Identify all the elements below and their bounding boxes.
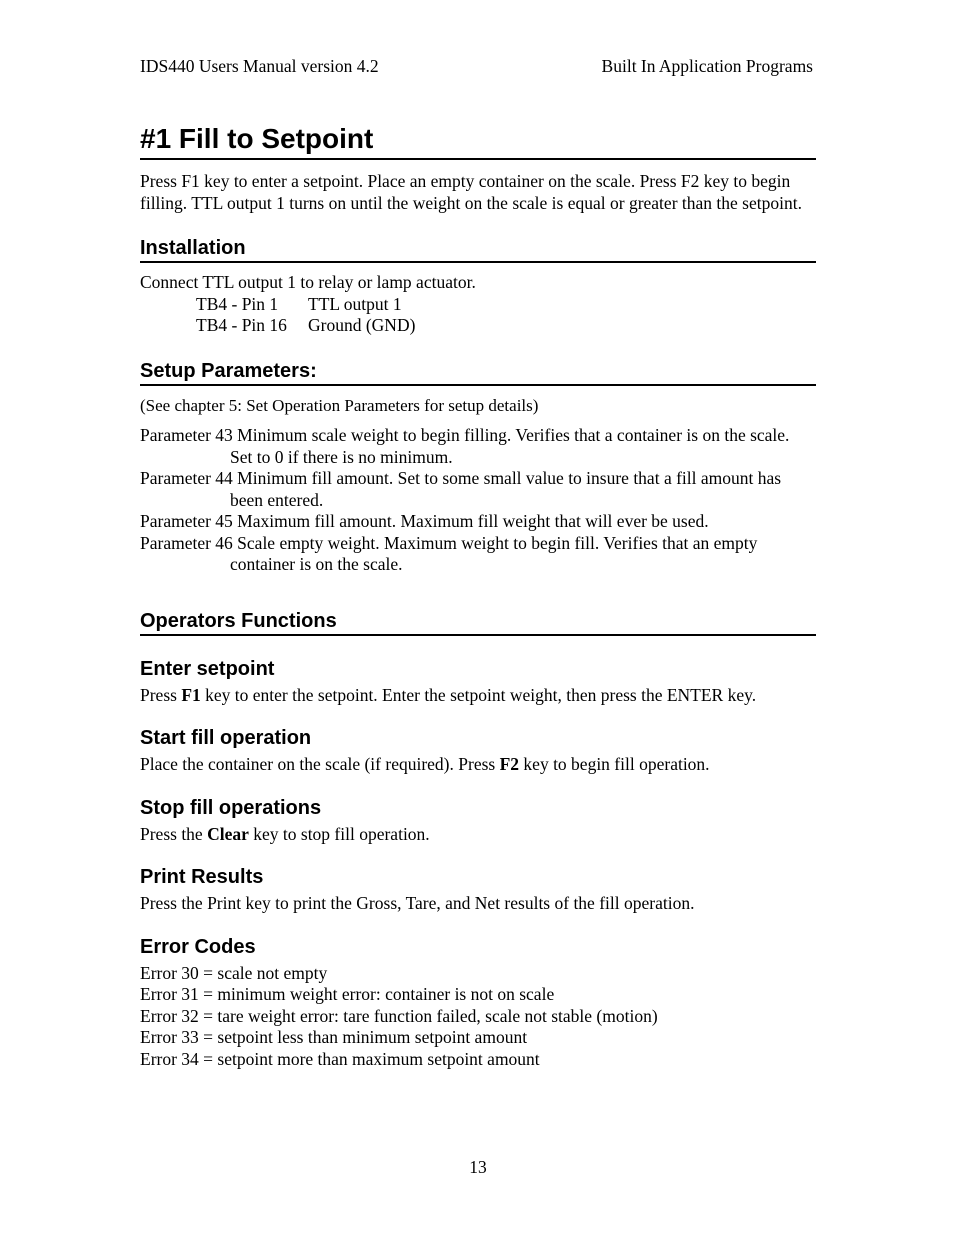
error-code-item: Error 30 = scale not empty bbox=[140, 962, 328, 983]
start-fill-text bbox=[140, 754, 816, 776]
page-number: 13 bbox=[469, 1157, 487, 1177]
pin-label: TB4 - Pin 1 bbox=[196, 293, 279, 314]
text-segment: Press the bbox=[140, 823, 208, 844]
installation-heading: Installation bbox=[140, 236, 816, 263]
page-content bbox=[140, 122, 816, 1070]
key-name: F1 bbox=[181, 684, 201, 705]
page-title: #1 Fill to Setpoint bbox=[140, 122, 816, 160]
text-segment: key to begin fill operation. bbox=[519, 754, 710, 774]
header-chapter-title: Built In Application Programs bbox=[601, 56, 813, 76]
setup-note: (See chapter 5: Set Operation Parameters for setup details) bbox=[140, 395, 539, 415]
pin-row bbox=[140, 294, 816, 316]
error-code-item: Error 31 = minimum weight error: container is not on scale bbox=[140, 984, 555, 1004]
error-code-item: Error 34 = setpoint more than maximum setpoint amount bbox=[140, 1048, 540, 1069]
error-codes-heading: Error Codes bbox=[140, 935, 256, 958]
header-doc-title: IDS440 Users Manual version 4.2 bbox=[140, 56, 379, 76]
manual-page bbox=[140, 0, 816, 1235]
error-code-item: Error 32 = tare weight error: tare function failed, scale not stable (motion) bbox=[140, 1005, 658, 1026]
operators-functions-heading: Operators Functions bbox=[140, 609, 816, 636]
pin-label: TB4 - Pin 16 bbox=[196, 315, 287, 335]
key-name: Clear bbox=[207, 823, 249, 844]
parameter-item: Parameter 44 Minimum fill amount. Set to some small value to insure that a fill amount has been entered. bbox=[140, 468, 782, 510]
text-segment: key to enter the setpoint. Enter the setpoint weight, then press the ENTER key. bbox=[200, 684, 757, 705]
parameter-item: Parameter 43 Minimum scale weight to begin filling. Verifies that a container is on the scale. Set to 0 if there is no minimum. bbox=[140, 425, 790, 467]
enter-setpoint-text bbox=[140, 685, 816, 707]
enter-setpoint-heading: Enter setpoint bbox=[140, 657, 275, 680]
pin-signal: TTL output 1 bbox=[308, 293, 402, 314]
start-fill-heading: Start fill operation bbox=[140, 727, 312, 749]
key-name: F2 bbox=[499, 754, 520, 774]
error-code-list bbox=[140, 963, 816, 1071]
intro-paragraph: Press F1 key to enter a setpoint. Place an empty container on the scale. Press F2 key to begin filling. TTL output 1 turns on until the weight on the scale is equal or greater than the setpoint. bbox=[140, 171, 802, 213]
installation-text: Connect TTL output 1 to relay or lamp actuator. bbox=[140, 272, 476, 292]
setup-parameters-heading: Setup Parameters: bbox=[140, 359, 816, 386]
text-segment: key to stop fill operation. bbox=[248, 823, 430, 844]
parameter-item: Parameter 46 Scale empty weight. Maximum weight to begin fill. Verifies that an empty container is on the scale. bbox=[140, 532, 758, 574]
text-segment: Place the container on the scale (if required). Press bbox=[140, 754, 500, 774]
text-segment: Press bbox=[140, 684, 182, 705]
print-results-text: Press the Print key to print the Gross, Tare, and Net results of the fill operation. bbox=[140, 893, 695, 913]
pin-row bbox=[140, 315, 816, 337]
stop-fill-text bbox=[140, 824, 816, 846]
error-code-item: Error 33 = setpoint less than minimum setpoint amount bbox=[140, 1027, 528, 1047]
print-results-heading: Print Results bbox=[140, 866, 264, 888]
pin-signal: Ground (GND) bbox=[308, 315, 416, 335]
stop-fill-heading: Stop fill operations bbox=[140, 796, 322, 819]
parameter-item: Parameter 45 Maximum fill amount. Maximum fill weight that will ever be used. bbox=[140, 511, 709, 531]
